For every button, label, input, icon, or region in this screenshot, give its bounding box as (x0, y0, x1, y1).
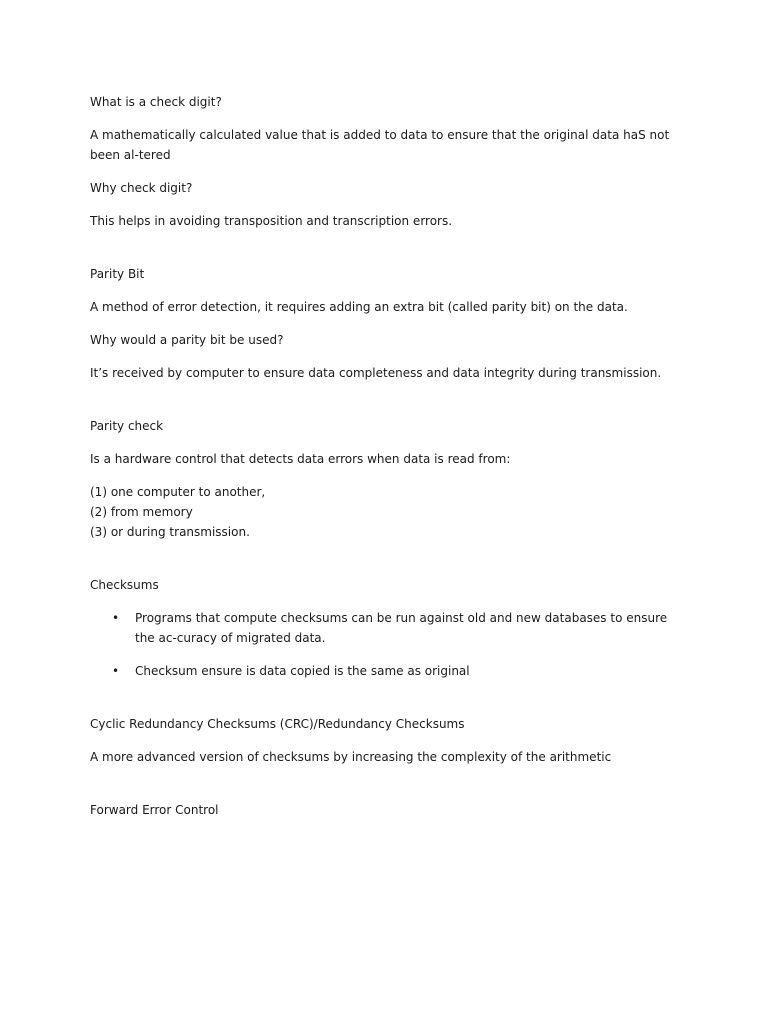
parity-check-item: (3) or during transmission. (90, 525, 250, 539)
checksums-heading: Checksums (90, 578, 159, 592)
parity-check-heading: Parity check (90, 419, 164, 433)
check-digit-why-text: This helps in avoiding transposition and transcription errors. (90, 214, 453, 228)
parity-check-item: (1) one computer to another, (90, 485, 266, 499)
parity-check-list (90, 482, 676, 542)
section-spacer (90, 780, 676, 800)
section-spacer (90, 694, 676, 714)
checksums-bullet-text: Checksum ensure is data copied is the same as original (135, 664, 470, 678)
bullet-icon: • (112, 611, 120, 625)
section-spacer (90, 555, 676, 575)
checksums-bullet-item (90, 661, 676, 681)
section-spacer (90, 396, 676, 416)
document-body (90, 92, 676, 833)
checksums-bullet-list (90, 608, 676, 681)
check-digit-definition: A mathematically calculated value that is added to data to ensure that the original data haS not been al-tered (90, 128, 670, 162)
parity-bit-why-text: It’s received by computer to ensure data completeness and data integrity during transmission. (90, 366, 662, 380)
checksums-bullet-text: Programs that compute checksums can be run against old and new databases to ensure the ac-curacy of migrated data. (135, 611, 668, 645)
forward-error-control-heading: Forward Error Control (90, 803, 219, 817)
parity-check-definition: Is a hardware control that detects data errors when data is read from: (90, 452, 511, 466)
crc-definition: A more advanced version of checksums by increasing the complexity of the arithmetic (90, 750, 612, 764)
crc-heading: Cyclic Redundancy Checksums (CRC)/Redundancy Checksums (90, 717, 465, 731)
bullet-icon: • (112, 664, 120, 678)
parity-bit-heading: Parity Bit (90, 267, 145, 281)
checksums-bullet-item (90, 608, 676, 648)
section-spacer (90, 244, 676, 264)
parity-bit-definition: A method of error detection, it requires adding an extra bit (called parity bit) on the data. (90, 300, 628, 314)
parity-check-item: (2) from memory (90, 505, 193, 519)
check-digit-heading: What is a check digit? (90, 95, 222, 109)
check-digit-why-heading: Why check digit? (90, 181, 193, 195)
parity-bit-why-heading: Why would a parity bit be used? (90, 333, 284, 347)
